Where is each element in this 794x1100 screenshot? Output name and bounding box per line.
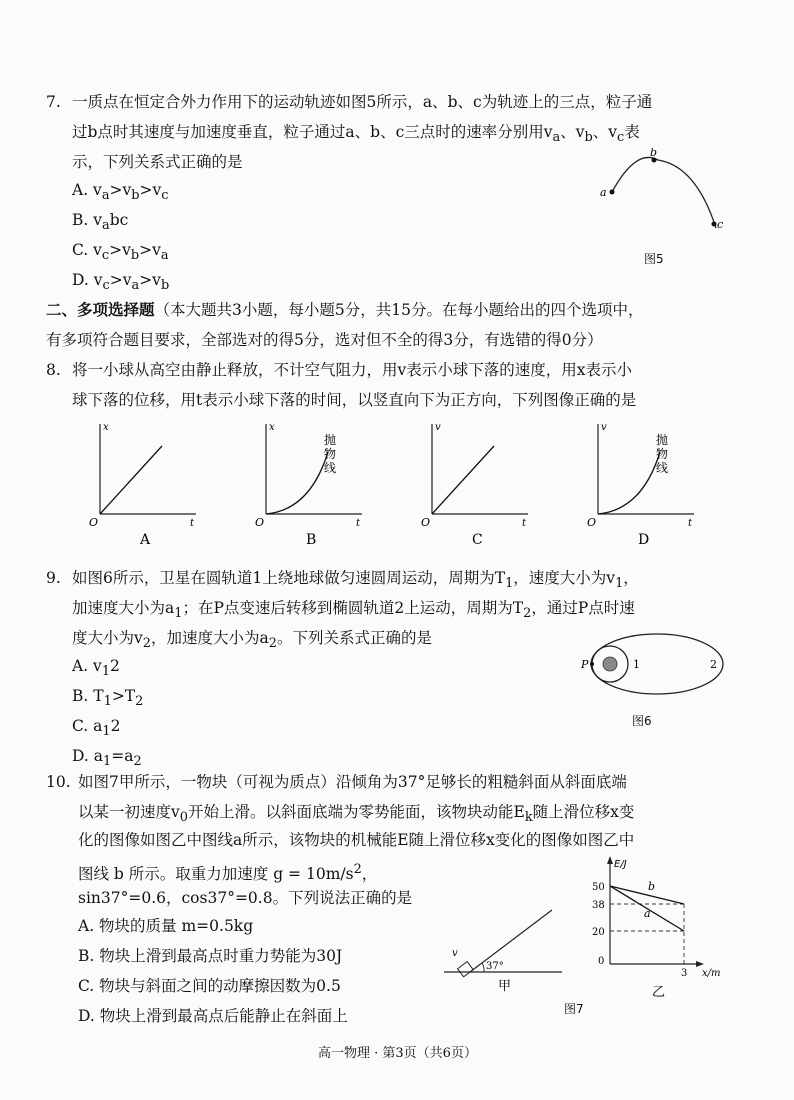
q9-line-2: 加速度大小为$a_1$；在P点变速后转移到椭圆轨道2上运动，周期为$T_2$，通过P点时速 (72, 599, 635, 622)
q10-line-1: 如图7甲所示，一物块（可视为质点）沿倾角为37°足够长的粗糙斜面从斜面底端 (78, 773, 627, 791)
graph-note-char: 物 (324, 447, 337, 461)
q7-line-2: 过b点时其速度与加速度垂直，粒子通过a、b、c三点时的速率分别用$v_a$、$v_b$、$v_c$表 (72, 123, 640, 146)
q10-number: 10. (46, 773, 71, 791)
graph-x-label: t (688, 518, 693, 529)
graph-note-char: 物 (656, 447, 669, 461)
graph-option-letter: D (638, 532, 650, 548)
fig5-label-c: c (717, 218, 724, 231)
graph-note-char: 抛 (656, 433, 669, 447)
section-2-title: 二、多项选择题 (46, 301, 155, 319)
section-2-desc-1: （本大题共3小题，每小题5分，共15分。在每小题给出的四个选项中， (154, 301, 644, 319)
graph-line-a-label: a (644, 907, 651, 920)
q7-number: 7. (46, 93, 61, 111)
graph-y-label: x (103, 422, 109, 433)
graph-y-tick-38: 38 (592, 900, 605, 911)
q9-line-1: 如图6所示，卫星在圆轨道1上绕地球做匀速圆周运动，周期为$T_1$，速度大小为$v_1$， (72, 569, 639, 592)
q10-option-b: B. 物块上滑到最高点时重力势能为30J (78, 947, 343, 965)
graph-curve (598, 452, 660, 514)
graph-line-b-label: b (648, 880, 656, 893)
graph-y-label: v (435, 422, 441, 433)
fig6-label-p: P (581, 658, 589, 671)
graph-y-tick-20: 20 (592, 927, 605, 938)
q9-option-d: D. $a_1=a_2$ (72, 747, 142, 770)
section-2-desc-2: 有多项符合题目要求，全部选对的得5分，选对但不全的得3分，有选错的得0分） (46, 331, 603, 349)
q8-graph-c (420, 418, 540, 548)
q7-line-3: 示，下列关系式正确的是 (72, 153, 243, 171)
page-footer: 高一物理 · 第3页（共6页） (318, 1046, 477, 1061)
fig5-label-a: a (600, 186, 607, 199)
q9-option-a: A. $v_12$ (72, 657, 120, 680)
incline-angle-label: 37° (486, 961, 504, 972)
fig6-label-2: 2 (710, 658, 717, 671)
graph-line (432, 446, 494, 514)
figure-7-incline (440, 900, 570, 1000)
graph-sub-caption: 乙 (652, 985, 666, 1000)
graph-x-label: t (190, 518, 195, 529)
graph-origin: O (89, 516, 99, 529)
graph-note-char: 线 (324, 461, 337, 475)
graph-y-label: v (601, 422, 607, 433)
graph-option-letter: C (472, 532, 483, 548)
graph-x-label: t (522, 518, 527, 529)
fig5-label-b: b (650, 148, 658, 159)
graph-y-tick-50: 50 (592, 882, 605, 893)
q10-option-c: C. 物块与斜面之间的动摩擦因数为0.5 (78, 977, 341, 995)
figure-7-energy-graph (588, 852, 728, 1002)
q8-number: 8. (46, 361, 61, 379)
graph-origin: O (421, 516, 431, 529)
graph-y-label: x (269, 422, 275, 433)
graph-y-tick-0: 0 (598, 956, 605, 967)
figure-5-caption: 图5 (644, 252, 664, 266)
q8-graph-d (586, 418, 706, 548)
figure-6-caption: 图6 (632, 714, 652, 728)
figure-5-trajectory (596, 148, 726, 243)
graph-note-char: 抛 (324, 433, 337, 447)
q9-option-b: B. $T_1>T_2$ (72, 687, 144, 710)
q8-line-1: 将一小球从高空由静止释放，不计空气阻力，用v表示小球下落的速度，用x表示小 (72, 361, 633, 379)
graph-y-label: E/J (614, 859, 627, 870)
figure-6-orbits (580, 632, 730, 712)
q7-option-a: A. $v_a>v_b>v_c$ (72, 181, 169, 204)
graph-origin: O (587, 516, 597, 529)
q7-option-c: C. $v_c>v_b>v_a$ (72, 241, 169, 264)
graph-x-label: x/m (702, 968, 721, 979)
q10-line-3: 化的图像如图乙中图线a所示，该物块的机械能E随上滑位移x变化的图像如图乙中 (78, 831, 635, 849)
q10-line-2: 以某一初速度$v_0$开始上滑。以斜面底端为零势能面，该物块动能$E_k$随上滑位移x变 (78, 803, 635, 826)
graph-x-label: t (356, 518, 361, 529)
graph-option-letter: B (306, 532, 317, 548)
q8-graph-a (88, 418, 208, 548)
graph-x-tick-3: 3 (681, 968, 688, 979)
q10-line-5: sin37°=0.6，cos37°=0.8。下列说法正确的是 (78, 889, 413, 907)
q10-option-d: D. 物块上滑到最高点后能静止在斜面上 (78, 1007, 348, 1025)
q7-option-d: D. $v_c>v_a>v_b$ (72, 271, 170, 294)
q8-graph-b (254, 418, 374, 548)
q10-line-4: 图线 b 所示。取重力加速度 $g = 10m/s^2$， (78, 862, 378, 884)
q8-line-2: 球下落的位移，用t表示小球下落的时间，以竖直向下为正方向，下列图像正确的是 (72, 391, 637, 409)
graph-line (100, 446, 162, 514)
q7-line-1: 一质点在恒定合外力作用下的运动轨迹如图5所示，a、b、c为轨迹上的三点，粒子通 (72, 93, 653, 111)
graph-curve (266, 452, 328, 514)
section-2-header (46, 300, 643, 320)
incline-sub-caption: 甲 (498, 979, 512, 994)
incline-v0-label: v (452, 948, 458, 959)
q9-number: 9. (46, 569, 61, 587)
q7-option-b: B. $v_abc$ (72, 211, 129, 234)
graph-option-letter: A (140, 532, 151, 548)
fig6-label-1: 1 (633, 658, 640, 671)
q10-option-a: A. 物块的质量 m=0.5kg (78, 917, 254, 935)
q9-line-3: 度大小为$v_2$，加速度大小为$a_2$。下列关系式正确的是 (72, 629, 432, 652)
figure-7-caption: 图7 (564, 1002, 584, 1016)
graph-origin: O (255, 516, 265, 529)
q9-option-c: C. $a_12$ (72, 717, 121, 740)
graph-note-char: 线 (656, 461, 669, 475)
